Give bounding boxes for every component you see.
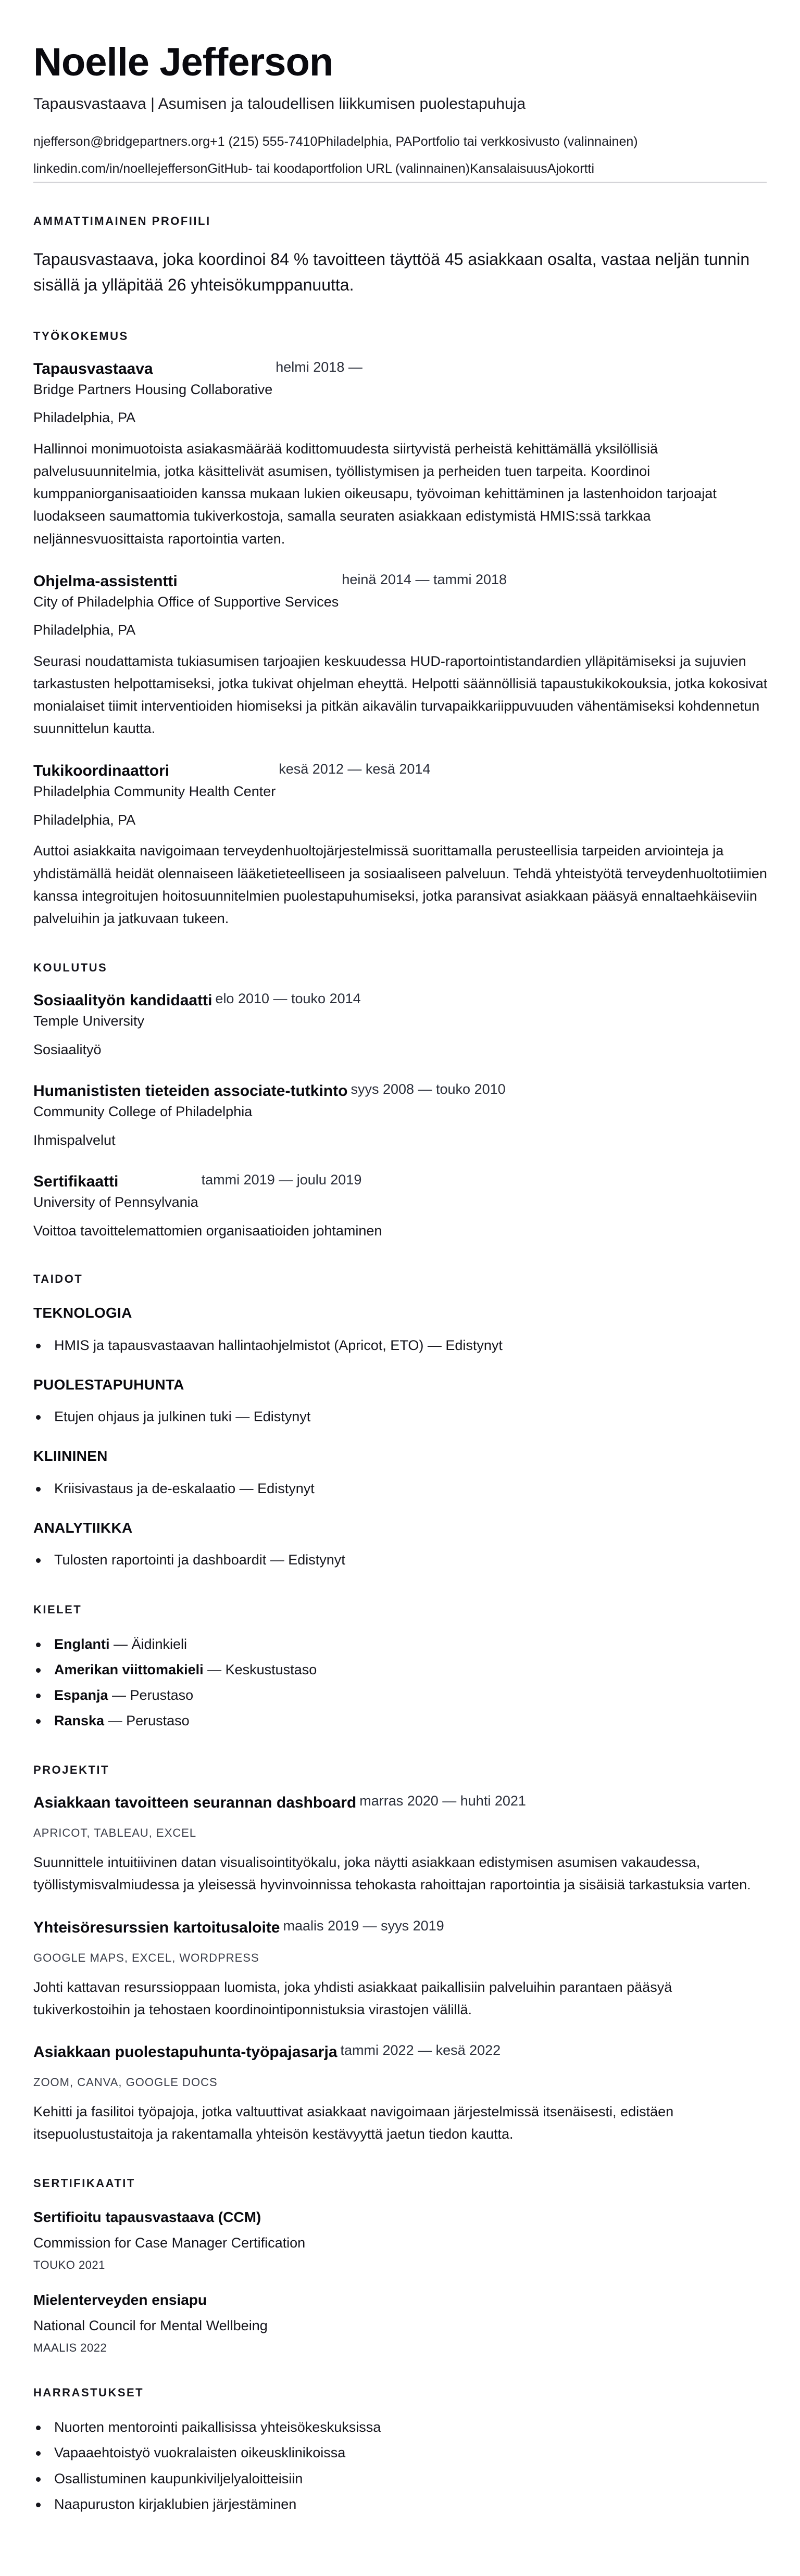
language-level: — Perustaso bbox=[104, 1713, 190, 1729]
section-title-certifications: SERTIFIKAATIT bbox=[33, 2177, 135, 2190]
employer: Bridge Partners Housing Collaborative bbox=[33, 381, 273, 397]
interest-list bbox=[33, 2416, 767, 2516]
degree: Sertifikaatti bbox=[33, 1173, 119, 1191]
section-title-education: KOULUTUS bbox=[33, 961, 108, 975]
job-location: Philadelphia, PA bbox=[33, 410, 136, 426]
job-title: Tukikoordinaattori bbox=[33, 762, 170, 780]
citizenship: Kansalaisuus bbox=[469, 161, 547, 176]
language-level: — Perustaso bbox=[108, 1687, 194, 1703]
job-title: Ohjelma-assistentti bbox=[33, 572, 178, 590]
certification-name: Sertifioitu tapausvastaava (CCM) bbox=[33, 2209, 261, 2226]
language-level: — Keskustustaso bbox=[203, 1661, 317, 1677]
skill-group bbox=[33, 1375, 767, 1429]
language-list bbox=[33, 1633, 767, 1733]
experience-section bbox=[33, 330, 767, 930]
skill-group bbox=[33, 1304, 767, 1357]
headline: Tapausvastaava | Asumisen ja taloudellisen liikkumisen puolestapuhuja bbox=[33, 95, 526, 112]
job-dates: helmi 2018 — bbox=[276, 359, 362, 375]
degree: Humanististen tieteiden associate-tutkinto bbox=[33, 1082, 348, 1100]
project-description: Suunnittele intuitiivinen datan visualisointityökalu, joka näytti asiakkaan edistymisen asumisen vakaudessa, työllistymisvalmiudessa ja yleisessä hyvinvoinnissa tehokasta rahoittajan raportointia ja sisäisiä tarkastuksia varten. bbox=[33, 1854, 751, 1893]
experience-list bbox=[33, 359, 767, 930]
job-location: Philadelphia, PA bbox=[33, 622, 136, 638]
interest-item: Nuorten mentorointi paikallisissa yhteisökeskuksissa bbox=[33, 2416, 767, 2439]
certifications-section bbox=[33, 2177, 767, 2355]
skill-group bbox=[33, 1447, 767, 1500]
language-name: Englanti bbox=[54, 1636, 110, 1652]
section-title-languages: KIELET bbox=[33, 1602, 82, 1616]
project-tech: ZOOM, CANVA, GOOGLE DOCS bbox=[33, 2076, 218, 2089]
language-item bbox=[33, 1659, 767, 1681]
experience-item bbox=[33, 761, 767, 930]
skill-category: KLIININEN bbox=[33, 1448, 108, 1464]
school: Community College of Philadelphia bbox=[33, 1104, 253, 1120]
project-tech: GOOGLE MAPS, EXCEL, WORDPRESS bbox=[33, 1951, 259, 1964]
project-dates: tammi 2022 — kesä 2022 bbox=[340, 2042, 501, 2059]
profile-section bbox=[33, 214, 767, 298]
education-item bbox=[33, 990, 767, 1060]
job-description: Auttoi asiakkaita navigoimaan terveydenhuoltojärjestelmissä suorittamalla perusteellisia tarpeiden arviointeja ja yhdistämällä heidät olennaiseen lääketieteelliseen ja sosiaaliseen palveluun. Tehdä yhteistyötä terveydenhuoltotiimien kanssa integroitujen hoitosuunnitelmien puolestapuhumiseksi, jotka paransivat asiakkaan pääsyä ennaltaehkäiseviin palveluihin ja jatkuvaan tukeen. bbox=[33, 843, 767, 927]
language-name: Ranska bbox=[54, 1713, 105, 1729]
skill-category: TEKNOLOGIA bbox=[33, 1305, 132, 1321]
project-item bbox=[33, 2042, 767, 2145]
language-item bbox=[33, 1633, 767, 1656]
portfolio-link[interactable]: Portfolio tai verkkosivusto (valinnainen) bbox=[412, 134, 638, 149]
project-list bbox=[33, 1792, 767, 2145]
project-name: Yhteisöresurssien kartoitusaloite bbox=[33, 1918, 280, 1936]
interest-item: Vapaaehtoistyö vuokralaisten oikeusklinikoissa bbox=[33, 2442, 767, 2464]
interest-item: Osallistuminen kaupunkiviljelyaloitteisiin bbox=[33, 2468, 767, 2490]
interest-item: Naapuruston kirjaklubien järjestäminen bbox=[33, 2493, 767, 2516]
language-item bbox=[33, 1684, 767, 1707]
certification-issuer: National Council for Mental Wellbeing bbox=[33, 2317, 268, 2333]
skill-item: Kriisivastaus ja de-eskalaatio — Edistynyt bbox=[33, 1478, 767, 1500]
section-title-projects: PROJEKTIT bbox=[33, 1763, 109, 1777]
github-link[interactable]: GitHub- tai koodaportfolion URL (valinnainen) bbox=[207, 161, 470, 176]
certification-name: Mielenterveyden ensiapu bbox=[33, 2292, 207, 2308]
school: Temple University bbox=[33, 1013, 145, 1029]
section-title-skills: TAIDOT bbox=[33, 1272, 83, 1286]
education-dates: elo 2010 — touko 2014 bbox=[215, 991, 361, 1007]
drivers-license: Ajokortti bbox=[547, 161, 595, 176]
education-item bbox=[33, 1081, 767, 1151]
project-name: Asiakkaan tavoitteen seurannan dashboard bbox=[33, 1794, 357, 1812]
linkedin-link[interactable]: linkedin.com/in/noellejefferson bbox=[33, 161, 208, 176]
candidate-name: Noelle Jefferson bbox=[33, 40, 333, 84]
employer: Philadelphia Community Health Center bbox=[33, 784, 276, 800]
experience-item bbox=[33, 359, 767, 550]
section-title-interests: HARRASTUKSET bbox=[33, 2386, 144, 2400]
education-item bbox=[33, 1171, 767, 1241]
skill-groups bbox=[33, 1304, 767, 1571]
certification-issuer: Commission for Case Manager Certification bbox=[33, 2234, 306, 2251]
skill-category: PUOLESTAPUHUNTA bbox=[33, 1376, 184, 1393]
skill-item: Etujen ohjaus ja julkinen tuki — Edistynyt bbox=[33, 1406, 767, 1428]
experience-item bbox=[33, 571, 767, 740]
location: Philadelphia, PA bbox=[317, 134, 413, 149]
job-location: Philadelphia, PA bbox=[33, 812, 136, 828]
certification-list bbox=[33, 2208, 767, 2355]
resume-header bbox=[33, 41, 767, 183]
profile-summary: Tapausvastaava, joka koordinoi 84 % tavoitteen täyttöä 45 asiakkaan osalta, vastaa neljän tunnin sisällä ja ylläpitää 26 yhteisökumppanuutta. bbox=[33, 249, 750, 295]
certification-date: MAALIS 2022 bbox=[33, 2341, 107, 2355]
project-dates: marras 2020 — huhti 2021 bbox=[359, 1793, 526, 1809]
education-list bbox=[33, 990, 767, 1241]
section-title-profile: AMMATTIMAINEN PROFIILI bbox=[33, 214, 211, 228]
skills-section bbox=[33, 1272, 767, 1571]
project-item bbox=[33, 1792, 767, 1896]
email-link[interactable]: njefferson@bridgepartners.org bbox=[33, 134, 210, 149]
skill-item: Tulosten raportointi ja dashboardit — Edistynyt bbox=[33, 1549, 767, 1571]
field-of-study: Voittoa tavoittelemattomien organisaatioiden johtaminen bbox=[33, 1222, 382, 1239]
project-name: Asiakkaan puolestapuhunta-työpajasarja bbox=[33, 2043, 338, 2061]
project-tech: APRICOT, TABLEAU, EXCEL bbox=[33, 1826, 197, 1840]
job-dates: kesä 2012 — kesä 2014 bbox=[279, 761, 431, 777]
projects-section bbox=[33, 1763, 767, 2145]
field-of-study: Ihmispalvelut bbox=[33, 1132, 116, 1148]
certification-date: TOUKO 2021 bbox=[33, 2258, 105, 2272]
project-dates: maalis 2019 — syys 2019 bbox=[283, 1917, 444, 1934]
language-name: Amerikan viittomakieli bbox=[54, 1661, 204, 1677]
languages-section bbox=[33, 1603, 767, 1733]
school: University of Pennsylvania bbox=[33, 1194, 198, 1210]
job-description: Seurasi noudattamista tukiasumisen tarjoajien keskuudessa HUD-raportointistandardien ylläpitämiseksi ja sujuvien tarkastusten helpottamiseksi, jotka tukivat ohjelman eheyttä. Helpotti säännöllisiä tapaustukikokouksia, jotka kokosivat monialaiset tiimit interventioiden hiomiseksi ja pitkän aikavälin turvapaikkariippuvuuden vähentämiseksi kohdennetun suunnittelun kautta. bbox=[33, 653, 768, 737]
employer: City of Philadelphia Office of Supportive Services bbox=[33, 594, 339, 610]
skill-item: HMIS ja tapausvastaavan hallintaohjelmistot (Apricot, ETO) — Edistynyt bbox=[33, 1334, 767, 1357]
project-description: Johti kattavan resurssioppaan luomista, joka yhdisti asiakkaat paikallisiin palveluihin parantaen pääsyä tukiverkostoihin ja tehostaen koordinointiponnistuksia virastojen välillä. bbox=[33, 1979, 672, 2017]
education-dates: syys 2008 — touko 2010 bbox=[351, 1081, 506, 1097]
interests-section bbox=[33, 2386, 767, 2516]
education-section bbox=[33, 961, 767, 1241]
language-item bbox=[33, 1710, 767, 1732]
project-description: Kehitti ja fasilitoi työpajoja, jotka valtuuttivat asiakkaat navigoimaan järjestelmissä itsenäisesti, edistäen itsepuolustustaitoja ja rakentamalla yhteisön kestävyyttä jaetun tiedon kautta. bbox=[33, 2104, 674, 2142]
education-dates: tammi 2019 — joulu 2019 bbox=[201, 1172, 362, 1188]
job-description: Hallinnoi monimuotoista asiakasmäärää kodittomuudesta siirtyvistä perheistä kehittämällä yksilöllisiä palvelusuunnitelmia, jotka käsittelivät asumisen, työllistymisen ja perheiden tuen tarpeita. Koordinoi kumppaniorganisaatioiden kanssa mukaan lukien oikeusapu, työvoiman kehittäminen ja lastenhoidon tarjoajat luodakseen saumattomia tukiverkostoja, samalla seuraten asiakkaan edistymistä HMIS:ssä tarkkaa neljännesvuosittaista raportointia varten. bbox=[33, 440, 717, 547]
header-divider bbox=[33, 182, 767, 183]
job-dates: heinä 2014 — tammi 2018 bbox=[342, 571, 507, 587]
skill-category: ANALYTIIKKA bbox=[33, 1519, 133, 1536]
degree: Sosiaalityön kandidaatti bbox=[33, 992, 213, 1009]
contact-row-1 bbox=[33, 134, 767, 149]
contact-row-2 bbox=[33, 161, 767, 176]
language-name: Espanja bbox=[54, 1687, 108, 1703]
field-of-study: Sosiaalityö bbox=[33, 1041, 102, 1057]
project-item bbox=[33, 1917, 767, 2021]
section-title-experience: TYÖKOKEMUS bbox=[33, 329, 129, 343]
phone-number[interactable]: +1 (215) 555-7410 bbox=[210, 134, 318, 149]
certification-item bbox=[33, 2208, 767, 2272]
job-title: Tapausvastaava bbox=[33, 360, 153, 377]
certification-item bbox=[33, 2291, 767, 2355]
language-level: — Äidinkieli bbox=[109, 1636, 188, 1652]
skill-group bbox=[33, 1519, 767, 1572]
